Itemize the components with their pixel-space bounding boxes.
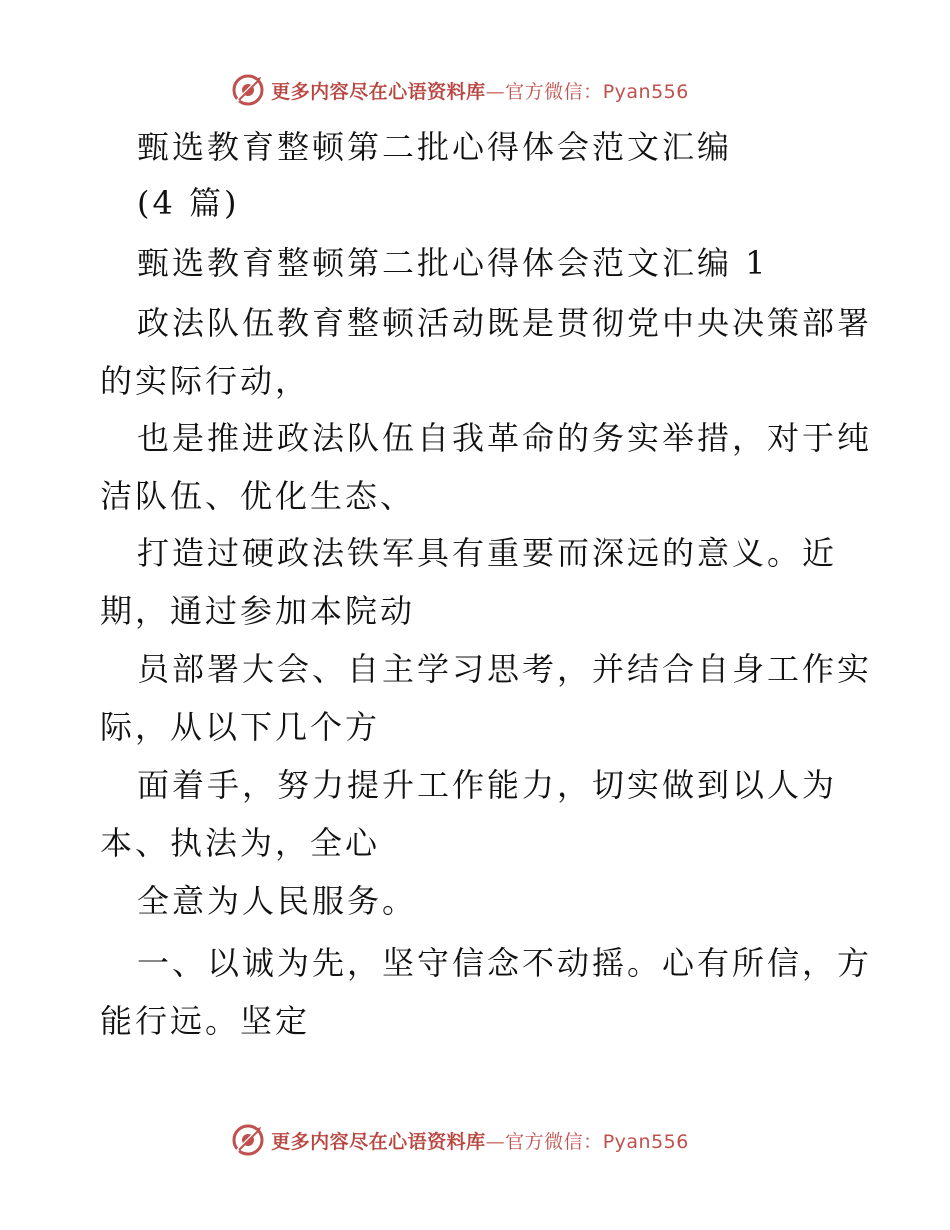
paragraph-line: 本、执法为，全心 xyxy=(100,824,381,862)
paragraph-line: 际，从以下几个方 xyxy=(100,708,381,746)
banner-official-label: 官方微信： xyxy=(505,1130,603,1153)
paragraph-line: 打造过硬政法铁军具有重要而深远的意义。近 xyxy=(137,534,838,572)
paragraph-line: 洁队伍、优化生态、 xyxy=(100,477,416,515)
footer-banner-content xyxy=(231,1123,689,1157)
banner-wechat-id: Pyan556 xyxy=(602,80,689,103)
header-banner xyxy=(0,70,950,110)
banner-main-text: 更多内容尽在心语资料库 xyxy=(271,80,486,103)
banner-dash: — xyxy=(485,80,506,103)
paragraph-line: 面着手，努力提升工作能力，切实做到以人为 xyxy=(137,766,838,804)
paragraph-line: 的实际行动， xyxy=(100,362,311,400)
header-banner-content xyxy=(231,73,689,107)
document-subtitle: (4 篇) xyxy=(137,184,240,222)
paragraph-line: 员部署大会、自主学习思考，并结合自身工作实 xyxy=(137,650,873,688)
paragraph-line: 也是推进政法队伍自我革命的务实举措，对于纯 xyxy=(137,419,873,457)
banner-official-label: 官方微信： xyxy=(505,80,603,103)
paragraph-line: 期，通过参加本院动 xyxy=(100,592,416,630)
paragraph-line: 能行远。坚定 xyxy=(100,1002,311,1040)
paragraph-line: 政法队伍教育整顿活动既是贯彻党中央决策部署 xyxy=(137,304,873,342)
paragraph-line: 全意为人民服务。 xyxy=(137,882,418,920)
document-title: 甄选教育整顿第二批心得体会范文汇编 xyxy=(137,128,733,166)
library-logo-icon xyxy=(231,1123,265,1157)
section-heading: 甄选教育整顿第二批心得体会范文汇编 1 xyxy=(137,244,769,282)
footer-banner-text xyxy=(271,1127,689,1154)
library-logo-icon xyxy=(231,73,265,107)
paragraph-line: 一、以诚为先，坚守信念不动摇。心有所信，方 xyxy=(137,944,873,982)
banner-wechat-id: Pyan556 xyxy=(602,1130,689,1153)
banner-main-text: 更多内容尽在心语资料库 xyxy=(271,1130,486,1153)
banner-dash: — xyxy=(485,1130,506,1153)
header-banner-text xyxy=(271,77,689,104)
footer-banner xyxy=(0,1120,950,1160)
